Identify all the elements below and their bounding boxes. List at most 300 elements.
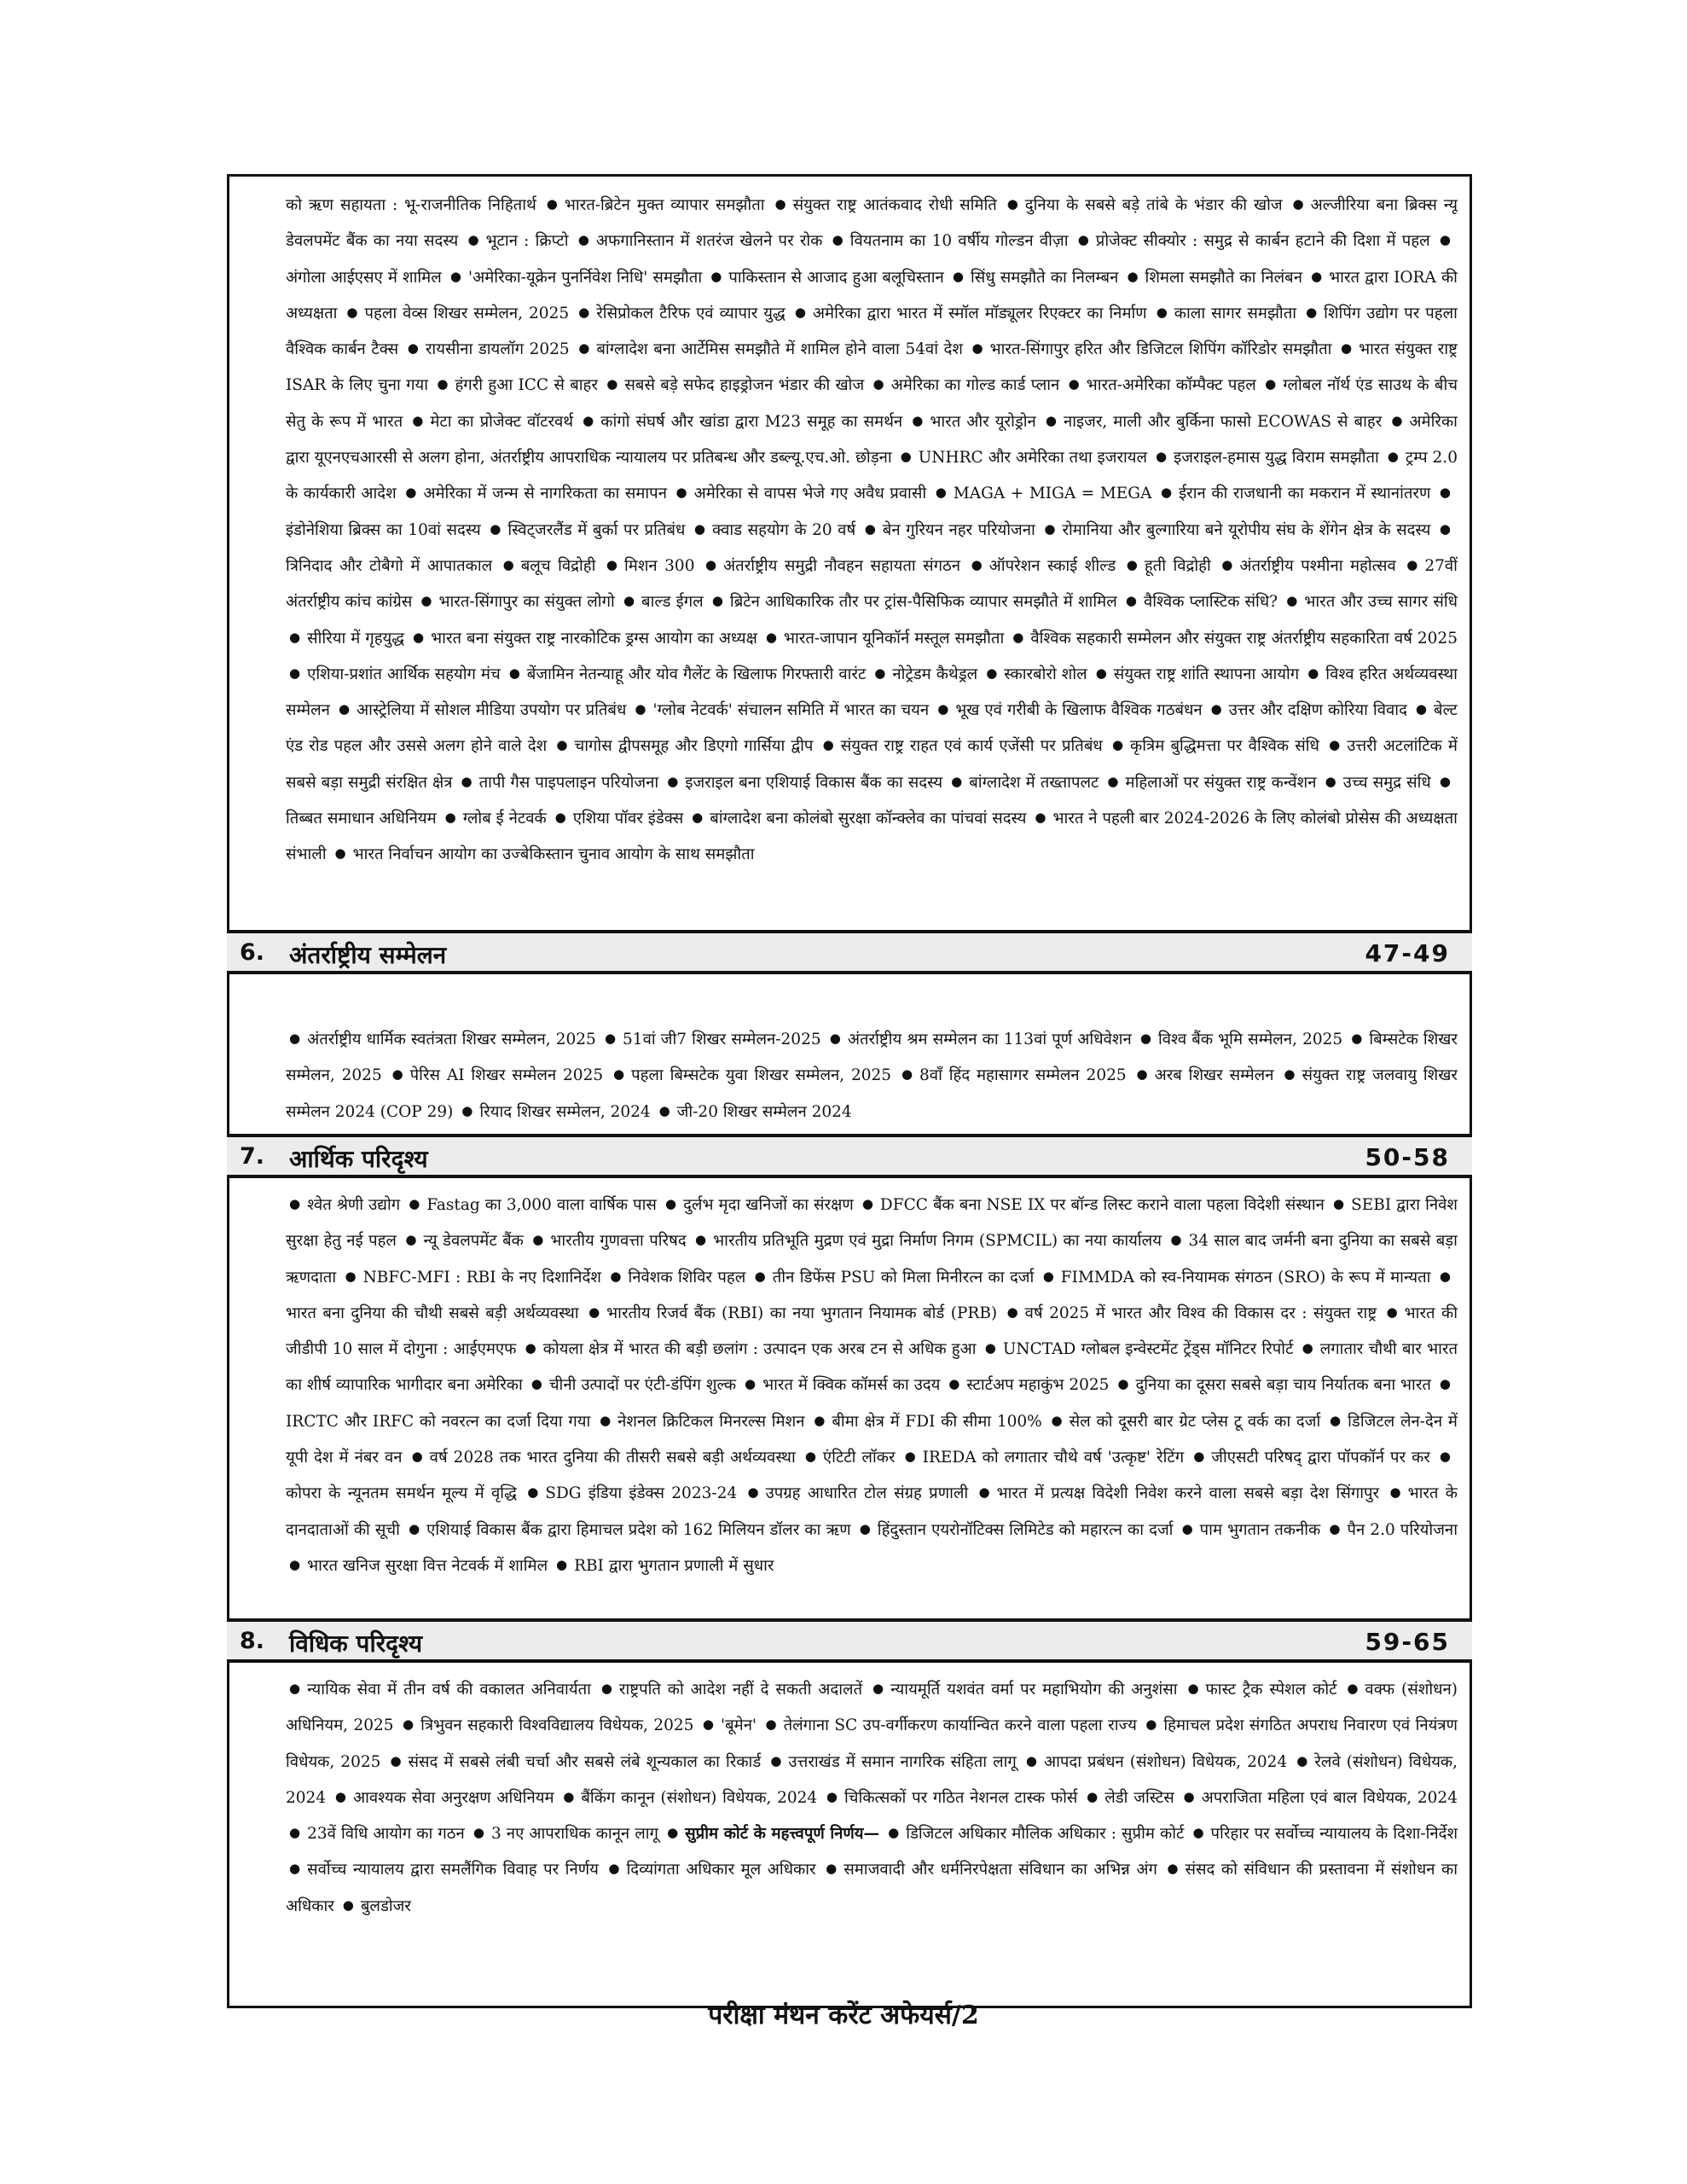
topic-item: उत्तराखंड में समान नागरिक संहिता लागू — [788, 1752, 1017, 1771]
bullet-icon: ● — [420, 593, 432, 609]
bullet-icon: ● — [765, 1716, 777, 1733]
topic-item: संयुक्त राष्ट्र राहत एवं कार्य एजेंसी पर प्रतिबंध — [840, 737, 1103, 756]
topic-item: क्वाड सहयोग के 20 वर्ष — [711, 520, 856, 539]
topic-item: UNHRC और अमेरिका तथा इजरायल — [918, 449, 1148, 468]
bullet-icon: ● — [1439, 1449, 1451, 1465]
topic-item: बुलडोजर — [360, 1896, 411, 1915]
bullet-icon: ● — [530, 1376, 542, 1392]
bullet-icon: ● — [971, 556, 983, 572]
bullet-icon: ● — [508, 665, 520, 681]
bullet-icon: ● — [1161, 485, 1173, 501]
bullet-icon: ● — [1329, 1520, 1341, 1536]
topic-item: रायसीना डायलॉग 2025 — [425, 340, 570, 359]
topic-item: ब्रिटेन आधिकारिक तौर पर ट्रांस-पैसिफिक व्यापार समझौते में शामिल — [729, 593, 1117, 612]
topic-item: स्टार्टअप महाकुंभ 2025 — [966, 1376, 1110, 1395]
topic-item: अमेरिका में जन्म से नागरिकता का समापन — [423, 485, 667, 503]
topic-item: भारत की जीडीपी 10 साल में दोगुना : आईएमएफ — [286, 1304, 1458, 1359]
topic-item: जी-20 शिखर सम्मेलन 2024 — [676, 1102, 852, 1121]
bullet-icon: ● — [948, 1376, 960, 1392]
topic-item: 51वां जी7 शिखर सम्मेलन-2025 — [623, 1031, 821, 1048]
section-title: अंतर्राष्ट्रीय सम्मेलन — [289, 941, 447, 969]
section-6-topics — [286, 1021, 1458, 1128]
topic-item: वक्फ (संशोधन) अधिनियम, 2025 — [286, 1681, 1458, 1735]
topic-item: भारत के दानदाताओं की सूची — [286, 1484, 1458, 1539]
topic-item: बेंजामिन नेतन्याहू और योव गैलेंट के खिलाफ गिरफ्तारी वारंट — [526, 665, 867, 683]
bullet-icon: ● — [912, 412, 924, 428]
topic-item: भारत-सिंगापुर का संयुक्त लोगो — [438, 593, 615, 612]
bullet-icon: ● — [525, 1340, 536, 1356]
bullet-icon: ● — [461, 773, 472, 789]
bullet-icon: ● — [1307, 665, 1319, 681]
bullet-icon: ● — [1351, 1031, 1363, 1046]
bullet-icon: ● — [1347, 1681, 1359, 1696]
topic-item: ग्लोब ई नेटवर्क — [462, 810, 547, 828]
topic-item: अंतर्राष्ट्रीय समुद्री नौवहन सहायता संगठन — [723, 556, 961, 575]
bullet-icon: ● — [1192, 1825, 1204, 1841]
topic-item: संयुक्त राष्ट्र आतंकवाद रोधी समिति — [792, 196, 997, 214]
topic-item: सबसे बड़े सफेद हाइड्रोजन भंडार की खोज — [624, 376, 865, 395]
topic-item: वियतनाम का 10 वर्षीय गोल्डन वीज़ा — [849, 232, 1069, 251]
topic-item: कोयला क्षेत्र में भारत की बड़ी छलांग : उत्पादन एक अरब टन से अधिक हुआ — [542, 1340, 977, 1359]
bullet-icon: ● — [1044, 520, 1056, 537]
bullet-icon: ● — [391, 1066, 403, 1083]
topic-item: जीएसटी परिषद् द्वारा पॉपकॉर्न पर कर — [1211, 1449, 1430, 1467]
topic-item: भारतीय गुणवत्ता परिषद — [550, 1232, 687, 1251]
topic-item: महिलाओं पर संयुक्त राष्ट्र कन्वेंशन — [1125, 773, 1317, 792]
topic-item: हंगरी हुआ ICC से बाहर — [455, 376, 598, 395]
bullet-icon: ● — [1329, 737, 1341, 753]
bullet-icon: ● — [334, 845, 346, 862]
topic-item: विश्व बैंक भूमि सम्मेलन, 2025 — [1157, 1031, 1343, 1048]
section-page-range: 47-49 — [1365, 939, 1450, 967]
bullet-icon: ● — [901, 1066, 913, 1083]
topic-item: तापी गैस पाइपलाइन परियोजना — [478, 773, 659, 792]
topic-item: SDG इंडिया इंडेक्स 2023-24 — [545, 1484, 738, 1503]
bullet-icon: ● — [675, 485, 687, 501]
bullet-icon: ● — [403, 1716, 415, 1733]
bullet-icon: ● — [1439, 232, 1451, 248]
topic-item: भारत-ब्रिटेन मुक्त व्यापार समझौता — [564, 196, 765, 214]
bullet-icon: ● — [289, 1861, 301, 1877]
topic-item: डिजिटल अधिकार मौलिक अधिकार : सुप्रीम कोर्ट — [906, 1825, 1185, 1844]
bullet-icon: ● — [826, 1861, 838, 1877]
topic-item: उपग्रह आधारित टोल संग्रह प्रणाली — [765, 1484, 969, 1503]
bullet-icon: ● — [1389, 1484, 1401, 1501]
topic-item: पहला वेव्स शिखर सम्मेलन, 2025 — [364, 304, 570, 322]
topic-item: दुनिया का दूसरा सबसे बड़ा चाय निर्यातक बना भारत — [1135, 1376, 1431, 1395]
bullet-icon: ● — [588, 1304, 600, 1320]
topic-item: आपदा प्रबंधन (संशोधन) विधेयक, 2024 — [1043, 1752, 1288, 1771]
bullet-icon: ● — [1439, 773, 1451, 789]
topic-item: लेडी जस्टिस — [1104, 1788, 1174, 1807]
section-number: 6. — [240, 939, 265, 966]
bullet-icon: ● — [411, 1449, 423, 1465]
bullet-icon: ● — [1391, 412, 1403, 428]
bullet-icon: ● — [342, 1896, 354, 1913]
bullet-icon: ● — [693, 520, 705, 537]
bullet-icon: ● — [1111, 737, 1124, 753]
bullet-icon: ● — [490, 520, 501, 537]
bullet-icon: ● — [744, 1376, 757, 1392]
bullet-icon: ● — [874, 665, 886, 681]
topics-list-continued — [286, 187, 1458, 927]
topic-item: चिकित्सकों पर गठित नेशनल टास्क फोर्स — [844, 1788, 1078, 1807]
topic-item: परिहार पर सर्वोच्च न्यायालय के दिशा-निर्देश — [1210, 1825, 1458, 1844]
topic-item: नाइजर, माली और बुर्किना फासो ECOWAS से बाहर — [1063, 412, 1383, 431]
topic-item: बैंकिंग कानून (संशोधन) विधेयक, 2024 — [581, 1788, 818, 1807]
bullet-icon: ● — [986, 665, 998, 681]
bullet-icon: ● — [600, 1681, 612, 1696]
topic-item: 'अमेरिका-यूक्रेन पुनर्निवेश निधि' समझौता — [468, 268, 703, 287]
topic-item: अमेरिका द्वारा यूएनएचआरसी से अलग होना, अंतर्राष्ट्रीय आपराधिक न्यायालय पर प्रतिबन्ध और डब्ल्यू.एच.ओ. छोड़ना — [286, 412, 1458, 468]
topic-item: वैश्विक सहकारी सम्मेलन और संयुक्त राष्ट्र अंतर्राष्ट्रीय सहकारिता वर्ष 2025 — [1030, 629, 1458, 648]
topic-item: को ऋण सहायता : भू-राजनीतिक निहितार्थ — [286, 196, 536, 214]
bullet-icon: ● — [1306, 304, 1318, 320]
bullet-icon: ● — [1301, 1340, 1313, 1356]
bullet-icon: ● — [1145, 1716, 1157, 1733]
topic-item: इजराइल बना एशियाई विकास बैंक का सदस्य — [685, 773, 943, 792]
bullet-icon: ● — [664, 1196, 677, 1211]
bullet-icon: ● — [532, 1232, 544, 1248]
bullet-icon: ● — [1292, 196, 1304, 212]
bullet-icon: ● — [1087, 1788, 1099, 1804]
topic-item: निवेशक शिविर पहल — [628, 1268, 746, 1287]
bullet-icon: ● — [1126, 556, 1138, 572]
topic-item: अंतर्राष्ट्रीय श्रम सम्मेलन का 113वां पूर्ण अधिवेशन — [847, 1031, 1132, 1048]
topic-item: आवश्यक सेवा अनुरक्षण अधिनियम — [352, 1788, 554, 1807]
topic-item: दुर्लभ मृदा खनिजों का संरक्षण — [683, 1196, 854, 1214]
topic-item: हूती विद्रोही — [1144, 556, 1211, 575]
bullet-icon: ● — [1439, 1268, 1451, 1284]
topic-item: बांग्लादेश बना कोलंबो सुरक्षा कॉन्क्लेव का पांचवां सदस्य — [710, 810, 1027, 828]
topic-item: उत्तरी अटलांटिक में सबसे बड़ा समुद्री संरक्षित क्षेत्र — [286, 737, 1458, 792]
topic-item: अंतर्राष्ट्रीय पश्मीना महोत्सव — [1239, 556, 1396, 575]
topic-item: श्वेत श्रेणी उद्योग — [307, 1196, 401, 1214]
topic-item: अपराजिता महिला एवं बाल विधेयक, 2024 — [1201, 1788, 1458, 1807]
topic-item: DFCC बैंक बना NSE IX पर बॉन्ड लिस्ट कराने वाला पहला विदेशी संस्थान — [879, 1196, 1325, 1214]
bullet-icon: ● — [872, 1681, 884, 1696]
topic-item: पैन 2.0 परियोजना — [1347, 1520, 1458, 1539]
topic-item: तीन डिफेंस PSU को मिला मिनीरत्न का दर्जा — [772, 1268, 1035, 1287]
topic-item: उच्च समुद्र संधि — [1342, 773, 1431, 792]
topic-item: तिब्बत समाधान अधिनियम — [286, 810, 437, 828]
bullet-icon: ● — [1387, 449, 1399, 465]
topic-item: भारतीय प्रतिभूति मुद्रण एवं मुद्रा निर्माण निगम (SPMCIL) का नया कार्यालय — [713, 1232, 1162, 1251]
bullet-icon: ● — [1095, 665, 1107, 681]
bullet-icon: ● — [1265, 376, 1277, 392]
topic-item: MAGA + MIGA = MEGA — [953, 485, 1152, 503]
topic-item: भारत संयुक्त राष्ट्र ISAR के लिए चुना गया — [286, 340, 1458, 395]
topic-item: अंगोला आईएसए में शामिल — [286, 268, 442, 287]
bullet-icon: ● — [405, 485, 417, 501]
bullet-icon: ● — [437, 376, 449, 392]
topic-item: आस्ट्रेलिया में सोशल मीडिया उपयोग पर प्रतिबंध — [357, 701, 627, 720]
topic-item: भारत में क्विक कॉमर्स का उदय — [762, 1376, 941, 1395]
bullet-icon: ● — [1068, 376, 1080, 392]
topic-item: बांग्लादेश बना आर्टेमिस समझौते में शामिल होने वाला 54वां देश — [596, 340, 963, 359]
topic-item: संसद में सबसे लंबी चर्चा और सबसे लंबे शून्यकाल का रिकार्ड — [408, 1752, 762, 1771]
bullet-icon: ● — [1386, 1304, 1398, 1320]
bullet-icon: ● — [900, 449, 912, 465]
topic-item: बांग्लादेश में तख्तापलट — [969, 773, 1099, 792]
bullet-icon: ● — [711, 593, 723, 609]
bullet-icon: ● — [1325, 773, 1336, 789]
topic-item: भारत द्वारा IORA की अध्यक्षता — [286, 268, 1458, 322]
topic-item: कोपरा के न्यूनतम समर्थन मूल्य में वृद्धि — [286, 1484, 517, 1503]
bullet-icon: ● — [1170, 1232, 1182, 1248]
topic-item: एंटिटी लॉकर — [822, 1449, 896, 1467]
topic-item: संयुक्त राष्ट्र शांति स्थापना आयोग — [1113, 665, 1300, 683]
bullet-icon: ● — [1045, 412, 1057, 428]
bullet-icon: ● — [578, 304, 590, 320]
bullet-icon: ● — [872, 376, 884, 392]
bullet-icon: ● — [1333, 1196, 1345, 1211]
topic-item: सेल को दूसरी बार ग्रेट प्लेस टू वर्क का दर्जा — [1069, 1412, 1321, 1431]
topic-item: वर्ष 2028 तक भारत दुनिया की तीसरी सबसे बड़ी अर्थव्यवस्था — [429, 1449, 796, 1467]
bullet-icon: ● — [832, 232, 844, 248]
bullet-icon: ● — [1296, 1752, 1308, 1769]
bullet-icon: ● — [338, 701, 351, 717]
topic-item: नेशनल क्रिटिकल मिनरल्स मिशन — [617, 1412, 805, 1431]
topic-item: रियाद शिखर सम्मेलन, 2024 — [479, 1102, 651, 1121]
topic-item: पेरिस AI शिखर सम्मेलन 2025 — [409, 1066, 604, 1085]
topic-item: भारत खनिज सुरक्षा वित्त नेटवर्क में शामिल — [307, 1556, 548, 1575]
topic-item: इजराइल-हमास युद्ध विराम समझौता — [1174, 449, 1379, 468]
topic-item: सिंधु समझौते का निलम्बन — [971, 268, 1119, 287]
topic-item: भारत-अमेरिका कॉम्पैक्ट पहल — [1086, 376, 1256, 395]
bullet-icon: ● — [754, 1268, 766, 1284]
bullet-icon: ● — [658, 1102, 670, 1118]
topic-item: सर्वोच्च न्यायालय द्वारा समलैंगिक विवाह पर निर्णय — [307, 1861, 599, 1879]
content-frame — [227, 174, 1472, 2008]
bullet-icon: ● — [612, 1066, 625, 1083]
bullet-icon: ● — [1127, 268, 1139, 284]
topic-item: चागोस द्वीपसमूह और डिएगो गार्सिया द्वीप — [574, 737, 814, 756]
bullet-icon: ● — [289, 1556, 301, 1572]
bullet-icon: ● — [289, 629, 301, 645]
topic-item: एशिया-प्रशांत आर्थिक सहयोग मंच — [307, 665, 501, 683]
topic-item: पहला बिम्सटेक युवा शिखर सम्मेलन, 2025 — [631, 1066, 892, 1085]
topic-item: भारत निर्वाचन आयोग का उज्बेकिस्तान चुनाव आयोग के साथ समझौता — [352, 845, 755, 864]
bullet-icon: ● — [826, 1788, 838, 1804]
bullet-icon: ● — [1156, 449, 1168, 465]
bullet-icon: ● — [461, 1102, 473, 1118]
bullet-icon: ● — [413, 629, 425, 645]
topic-item: फास्ट ट्रैक स्पेशल कोर्ट — [1205, 1681, 1337, 1699]
bullet-icon: ● — [1136, 1066, 1148, 1083]
bullet-icon: ● — [951, 773, 963, 789]
topic-item: अंतर्राष्ट्रीय धार्मिक स्वतंत्रता शिखर सम्मेलन, 2025 — [307, 1031, 596, 1048]
bullet-icon: ● — [412, 412, 424, 428]
bullet-icon: ● — [864, 520, 876, 537]
bullet-icon: ● — [1012, 629, 1024, 645]
topic-item: तेलंगाना SC उप-वर्गीकरण कार्यान्वित करने वाला पहला राज्य — [783, 1716, 1137, 1735]
topic-item: पाम भुगतान तकनीक — [1199, 1520, 1321, 1539]
bullet-icon: ● — [635, 701, 646, 717]
topic-item: नोट्रेडम कैथेड्रल — [892, 665, 978, 683]
topic-item: भारतीय रिजर्व बैंक (RBI) का नया भुगतान नियामक बोर्ड (PRB) — [606, 1304, 998, 1322]
topic-item: भारत और उच्च सागर संधि — [1304, 593, 1458, 612]
bullet-icon: ● — [1439, 1376, 1451, 1392]
bullet-icon: ● — [390, 1752, 402, 1769]
bullet-icon: ● — [1193, 1449, 1205, 1465]
topic-item: अफगानिस्तान में शतरंज खेलने पर रोक — [595, 232, 823, 251]
topic-item: भारत-जापान यूनिकॉर्न मस्तूल समझौता — [783, 629, 1005, 648]
bullet-icon: ● — [289, 1681, 301, 1696]
topic-item: भारत ने पहली बार 2024-2026 के लिए कोलंबो प्रोसेस की अध्यक्षता संभाली — [286, 810, 1458, 864]
topic-item: अमेरिका से वापस भेजे गए अवैध प्रवासी — [693, 485, 927, 503]
topic-item: भारत और यूरोड्रोन — [930, 412, 1036, 431]
bullet-icon: ● — [1340, 340, 1353, 357]
bullet-icon: ● — [794, 304, 806, 320]
bullet-icon: ● — [556, 1556, 568, 1572]
section-header-6 — [227, 930, 1472, 974]
bullet-icon: ● — [346, 304, 358, 320]
bullet-icon: ● — [556, 737, 568, 753]
section-7-topics — [286, 1187, 1458, 1613]
page-footer: परीक्षा मंथन करेंट अफेयर्स/2 — [708, 2001, 979, 2030]
topic-item: एशिया पॉवर इंडेक्स — [572, 810, 684, 828]
topic-item: ईरान की राजधानी का मकरान में स्थानांतरण — [1179, 485, 1431, 503]
bullet-icon: ● — [563, 1788, 575, 1804]
topic-item: NBFC-MFI : RBI के नए दिशानिर्देश — [362, 1268, 601, 1287]
bullet-icon: ● — [888, 1825, 900, 1841]
bullet-icon: ● — [1006, 1304, 1018, 1320]
bullet-icon: ● — [604, 1031, 617, 1046]
topic-item: सीरिया में गृहयुद्ध — [307, 629, 405, 648]
section-header-8 — [227, 1618, 1472, 1663]
topic-item: 'बूमेन' — [720, 1716, 757, 1735]
bullet-icon: ● — [984, 1340, 996, 1356]
bullet-icon: ● — [904, 1449, 916, 1465]
topic-item: भारत-सिंगापुर हरित और डिजिटल शिपिंग कॉरिडोर समझौता — [989, 340, 1332, 359]
topic-item: मेटा का प्रोजेक्ट वॉटरवर्थ — [430, 412, 574, 431]
section-page-range: 59-65 — [1365, 1628, 1450, 1656]
topic-item: राष्ट्रपति को आदेश नहीं दे सकती अदालतें — [618, 1681, 863, 1699]
topic-item: बिम्सटेक शिखर सम्मेलन, 2025 — [286, 1031, 1458, 1085]
bullet-icon: ● — [546, 196, 558, 212]
bullet-icon: ● — [577, 232, 589, 248]
topic-item: अरब शिखर सम्मेलन — [1154, 1066, 1274, 1085]
bullet-icon: ● — [578, 340, 590, 357]
bullet-icon: ● — [765, 629, 777, 645]
bullet-icon: ● — [861, 1196, 873, 1211]
topic-item: सुप्रीम कोर्ट के महत्त्वपूर्ण निर्णय— — [685, 1825, 880, 1844]
bullet-icon: ● — [1221, 556, 1233, 572]
bullet-icon: ● — [1210, 701, 1222, 717]
bullet-icon: ● — [1439, 520, 1451, 537]
bullet-icon: ● — [623, 593, 635, 609]
topic-item: अमेरिका द्वारा भारत में स्मॉल मॉड्यूलर रिएक्टर का निर्माण — [812, 304, 1147, 322]
topic-item: Fastag का 3,000 वाला वार्षिक पास — [426, 1196, 657, 1214]
topic-item: काला सागर समझौता — [1174, 304, 1297, 322]
topic-item: SEBI द्वारा निवेश सुरक्षा हेतु नई पहल — [286, 1196, 1458, 1251]
topic-item: विश्व हरित अर्थव्यवस्था सम्मेलन — [286, 665, 1458, 720]
bullet-icon: ● — [774, 196, 786, 212]
topic-item: बाल्ड ईगल — [641, 593, 704, 612]
topic-item: मिशन 300 — [623, 556, 695, 575]
topic-item: 34 साल बाद जर्मनी बना दुनिया का सबसे बड़ा ऋणदाता — [286, 1232, 1458, 1287]
topic-item: भूटान : क्रिप्टो — [485, 232, 569, 251]
topic-item: संसद को संविधान की प्रस्तावना में संशोधन का अधिकार — [286, 1861, 1458, 1915]
bullet-icon: ● — [667, 1825, 679, 1841]
bullet-icon: ● — [747, 1484, 759, 1501]
topic-item: प्रोजेक्ट सीक्योर : समुद्र से कार्बन हटाने की दिशा में पहल — [1095, 232, 1430, 251]
bullet-icon: ● — [444, 810, 456, 826]
topic-item: भारत बना संयुक्त राष्ट्र नारकोटिक ड्रग्स आयोग का अध्यक्ष — [431, 629, 757, 648]
bullet-icon: ● — [822, 737, 834, 753]
topic-item: एशियाई विकास बैंक द्वारा हिमाचल प्रदेश को 162 मिलियन डॉलर का ऋण — [426, 1520, 851, 1539]
bullet-icon: ● — [1181, 1520, 1193, 1536]
topic-item: इंडोनेशिया ब्रिक्स का 10वां सदस्य — [286, 520, 481, 539]
topic-item: बेन गुरियन नहर परियोजना — [882, 520, 1035, 539]
topic-item: उत्तर और दक्षिण कोरिया विवाद — [1228, 701, 1407, 720]
bullet-icon: ● — [334, 1788, 346, 1804]
topic-item: रेलवे (संशोधन) विधेयक, 2024 — [286, 1752, 1458, 1807]
topic-item: शिपिंग उद्योग पर पहला वैश्विक कार्बन टैक्स — [286, 304, 1458, 359]
bullet-icon: ● — [978, 1484, 990, 1501]
topic-item: दिव्यांगता अधिकार मूल अधिकार — [626, 1861, 816, 1879]
topic-item: लगातार चौथी बार भारत का शीर्ष व्यापारिक भागीदार बना अमेरिका — [286, 1340, 1458, 1395]
topic-item: भारत में प्रत्यक्ष विदेशी निवेश करने वाला सबसे बड़ा देश सिंगापुर — [996, 1484, 1380, 1503]
section-number: 7. — [240, 1143, 265, 1170]
topic-item: ऑपरेशन स्काई शील्ड — [988, 556, 1116, 575]
topic-item: 3 नए आपराधिक कानून लागू — [490, 1825, 658, 1844]
bullet-icon: ● — [1025, 1752, 1037, 1769]
bullet-icon: ● — [1051, 1412, 1063, 1428]
section-number: 8. — [240, 1628, 265, 1654]
bullet-icon: ● — [289, 1031, 301, 1046]
bullet-icon: ● — [935, 485, 947, 501]
section-title: विधिक परिदृश्य — [289, 1629, 423, 1658]
topic-item: IRCTC और IRFC को नवरत्न का दर्जा दिया गया — [286, 1412, 591, 1431]
bullet-icon: ● — [527, 1484, 539, 1501]
bullet-icon: ● — [608, 1861, 620, 1877]
topic-item: स्कारबोरो शोल — [1004, 665, 1087, 683]
topic-item: वैश्विक प्लास्टिक संधि? — [1143, 593, 1278, 612]
bullet-icon: ● — [695, 1232, 707, 1248]
bullet-icon: ● — [814, 1412, 826, 1428]
bullet-icon: ● — [667, 773, 679, 789]
bullet-icon: ● — [1077, 232, 1089, 248]
bullet-icon: ● — [407, 340, 419, 357]
bullet-icon: ● — [554, 810, 566, 826]
topic-item: हिंदुस्तान एयरोनॉटिक्स लिमिटेड को महारत्न का दर्जा — [877, 1520, 1174, 1539]
topic-item: पाकिस्तान से आजाद हुआ बलूचिस्तान — [728, 268, 944, 287]
bullet-icon: ● — [289, 1825, 301, 1841]
topic-item: UNCTAD ग्लोबल इन्वेस्टमेंट ट्रेंड्स मॉनिटर रिपोर्ट — [1002, 1340, 1294, 1359]
topic-item: स्विट्जरलैंड में बुर्का पर प्रतिबंध — [507, 520, 686, 539]
topic-item: संयुक्त राष्ट्र जलवायु शिखर सम्मेलन 2024 (COP 29) — [286, 1066, 1458, 1121]
topic-item: डिजिटल लेन-देन में यूपी देश में नंबर वन — [286, 1412, 1458, 1467]
topic-item: समाजवादी और धर्मनिरपेक्षता संविधान का अभिन्न अंग — [844, 1861, 1157, 1879]
bullet-icon: ● — [1125, 593, 1137, 609]
bullet-icon: ● — [472, 1825, 484, 1841]
topic-item: अमेरिका का गोल्ड कार्ड प्लान — [890, 376, 1060, 395]
bullet-icon: ● — [409, 1196, 420, 1211]
topic-item: बेल्ट एंड रोड पहल और उससे अलग होने वाले देश — [286, 701, 1458, 756]
bullet-icon: ● — [1284, 1066, 1296, 1083]
bullet-icon: ● — [704, 556, 717, 572]
bullet-icon: ● — [1330, 1412, 1342, 1428]
bullet-icon: ● — [405, 1232, 417, 1248]
bullet-icon: ● — [710, 268, 722, 284]
bullet-icon: ● — [702, 1716, 714, 1733]
topic-item: 27वीं अंतर्राष्ट्रीय कांच कांग्रेस — [286, 556, 1458, 612]
topic-item: कांगो संघर्ष और खांडा द्वारा M23 समूह का समर्थन — [600, 412, 903, 431]
topic-item: IREDA को लगातार चौथे वर्ष 'उत्कृष्ट' रेटिंग — [922, 1449, 1185, 1467]
section-title: आर्थिक परिदृश्य — [289, 1145, 428, 1173]
